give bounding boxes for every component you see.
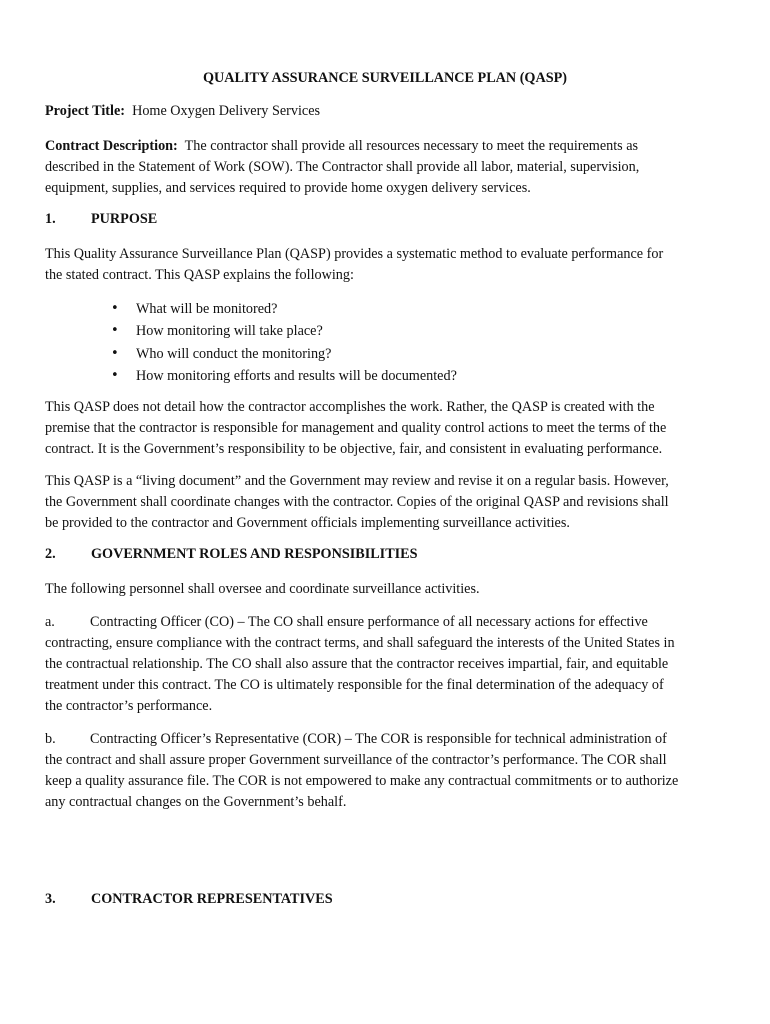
paragraph-line: any contractual changes on the Government’s behalf. [45, 794, 347, 810]
section-number: 3. [45, 891, 56, 907]
qasp-scope-paragraph [45, 397, 735, 460]
paragraph-line: This QASP is a “living document” and the Government may review and revise it on a regular basis. However, [45, 473, 669, 489]
item-label: a. [45, 614, 55, 630]
paragraph-line: treatment under this contract. The CO is ultimately responsible for the final determination of the adequacy of [45, 677, 664, 693]
section-2-heading [45, 546, 418, 563]
bullet-item: • Who will conduct the monitoring? [107, 343, 457, 365]
living-document-paragraph [45, 471, 735, 534]
section-title: CONTRACTOR REPRESENTATIVES [91, 891, 333, 907]
bullet-item: • How monitoring will take place? [107, 320, 457, 342]
paragraph-line [45, 612, 735, 633]
contract-description-label: Contract Description: [45, 138, 178, 154]
project-title-value: Home Oxygen Delivery Services [132, 103, 321, 119]
cor-paragraph [45, 729, 735, 813]
contracting-officer-paragraph [45, 612, 735, 717]
contract-description-line: described in the Statement of Work (SOW). The Contractor shall provide all labor, material, supervision, [45, 159, 640, 175]
paragraph-line: This Quality Assurance Surveillance Plan (QASP) provides a systematic method to evaluate performance for [45, 246, 664, 262]
paragraph-text: Contracting Officer (CO) – The CO shall ensure performance of all necessary actions for effective [90, 614, 648, 630]
paragraph-line: contracting, ensure compliance with the contract terms, and shall safeguard the interests of the United States in [45, 635, 675, 651]
paragraph-line [45, 729, 735, 750]
paragraph-line: the contractual relationship. The CO shall also assure that the contractor receives impartial, fair, and equitable [45, 656, 669, 672]
paragraph-line: premise that the contractor is responsible for management and quality control actions to meet the terms of the [45, 420, 667, 436]
document-title: QUALITY ASSURANCE SURVEILLANCE PLAN (QASP) [203, 70, 567, 86]
paragraph-line: the contract and shall assure proper Government surveillance of the contractor’s performance. The COR shall [45, 752, 667, 768]
paragraph-line: the Government shall coordinate changes with the contractor. Copies of the original QASP and revisions shall [45, 494, 669, 510]
contract-description-line: equipment, supplies, and services required to provide home oxygen delivery services. [45, 180, 531, 196]
section-2-intro: The following personnel shall oversee and coordinate surveillance activities. [45, 581, 480, 597]
contract-description-text: The contractor shall provide all resources necessary to meet the requirements as [184, 138, 639, 154]
section-number: 2. [45, 546, 56, 562]
purpose-paragraph [45, 244, 735, 286]
paragraph-text: Contracting Officer’s Representative (COR) – The COR is responsible for technical administration of [90, 731, 667, 747]
paragraph-line: be provided to the contractor and Government officials implementing surveillance activities. [45, 515, 570, 531]
project-title-line [45, 101, 735, 122]
item-label: b. [45, 731, 56, 747]
paragraph-line: the contractor’s performance. [45, 698, 213, 714]
paragraph-line: keep a quality assurance file. The COR is not empowered to make any contractual commitments or to authorize [45, 773, 679, 789]
bullet-item: • How monitoring efforts and results will be documented? [107, 365, 457, 387]
section-title: GOVERNMENT ROLES AND RESPONSIBILITIES [91, 546, 418, 562]
monitoring-bullet-list [107, 298, 457, 387]
section-number: 1. [45, 211, 56, 227]
contract-description [45, 136, 735, 199]
paragraph-line: This QASP does not detail how the contractor accomplishes the work. Rather, the QASP is created with the [45, 399, 655, 415]
section-title: PURPOSE [91, 211, 158, 227]
project-title-label: Project Title: [45, 103, 125, 119]
paragraph-line: the stated contract. This QASP explains the following: [45, 267, 354, 283]
contract-description-line [45, 136, 735, 157]
section-3-heading [45, 891, 333, 908]
section-1-heading [45, 211, 157, 228]
bullet-item: • What will be monitored? [107, 298, 457, 320]
paragraph-line: contract. It is the Government’s responsibility to be objective, fair, and consistent in evaluating performance. [45, 441, 663, 457]
